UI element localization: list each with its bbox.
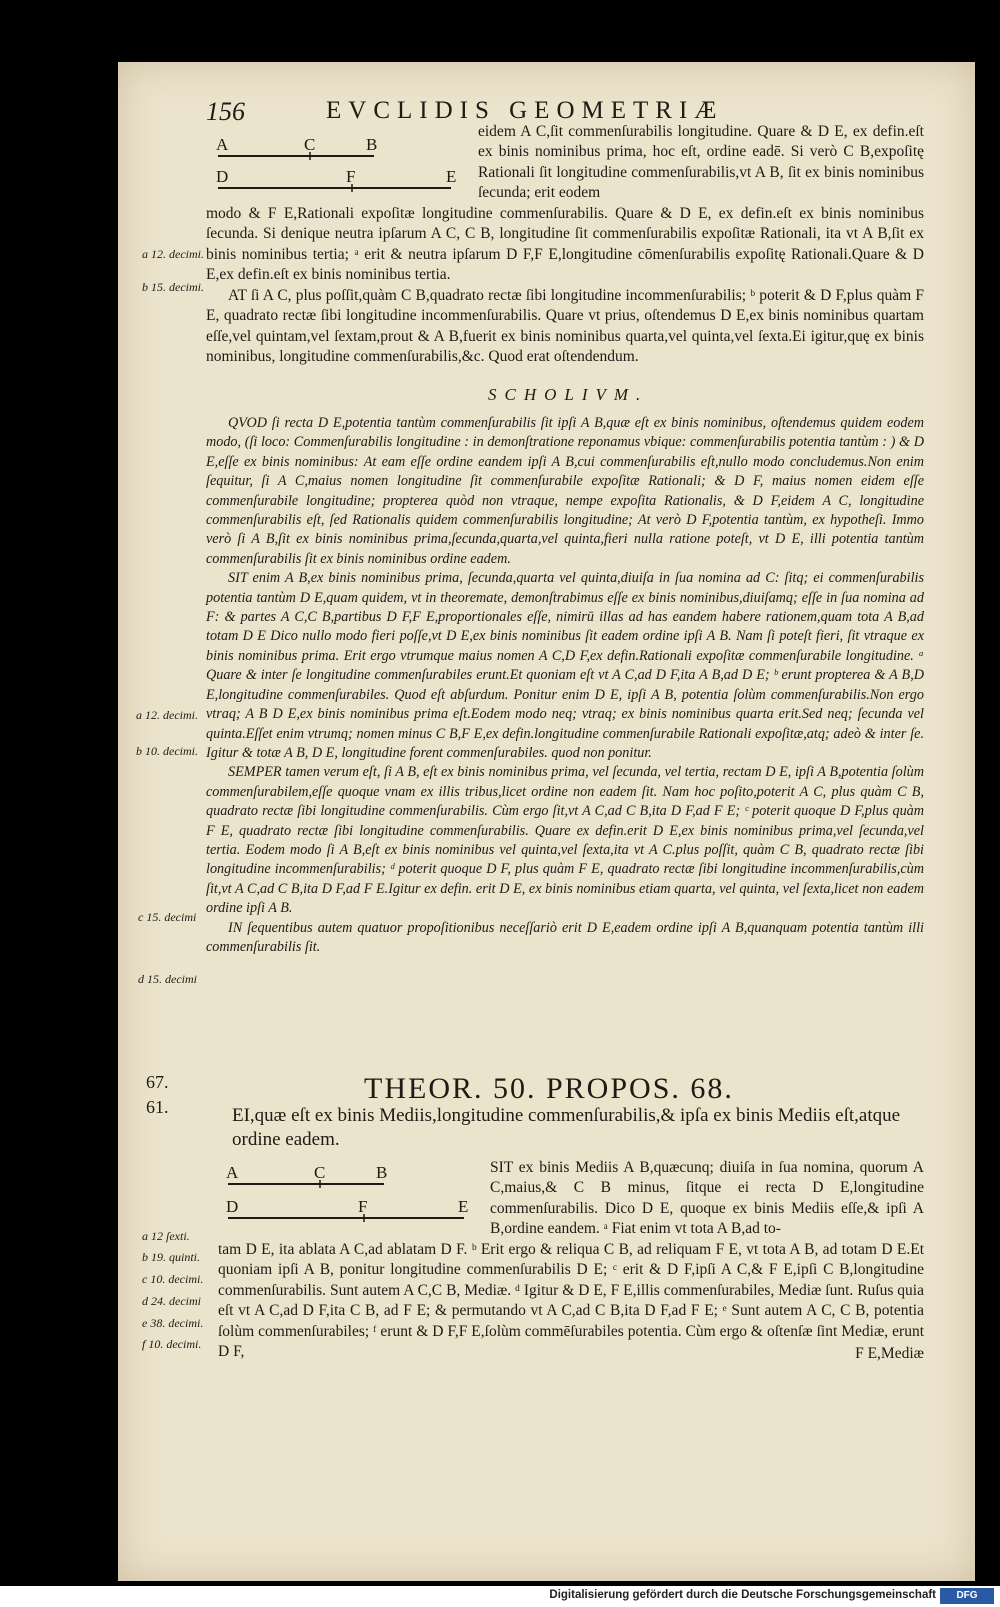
margin-note-5: c 15. decimi (138, 910, 197, 924)
margin-note-1: a 12. decimi. (142, 247, 204, 261)
fig2-label-a: A (226, 1163, 239, 1182)
catchword: F E,Mediæ (855, 1345, 924, 1362)
paragraph-beside-figure-1: eidem A C,ſit commenſurabilis longitudine. Quare & D E, ex defin.eſt ex binis nominibus prima, hoc eſt, ordine eadē. Si verò C B,expoſitę Rationali ſit longitudine commenſurabilis,vt A B, ſit ex binis nominibus ſecunda; erit eodem (478, 123, 924, 202)
scholium-paragraph-2: SIT enim A B,ex binis nominibus prima, ſecunda,quarta vel quinta,diuiſa in ſua nomina ad C: ſitq; ei commenſurabilis potentia tantùm D E,quam quidem, vt in theoremate, demonſtrabimus eſſe ex binis nominibus,diuiſamq; eſſe in ſua nomina ad F: & partes A C,C B,partibus D F,F E,proportionales eſſe, nimirū illas ad has eandem habere rationem,quam tota A B,ad totam D E Dico nullo modo fieri poſſe,vt D E,ex binis nominibus ſit eadem ordine ipſi A B. Nam ſi poteſt fieri, ſit vtraque ex binis nominibus prima. Erit ergo vtrumque maius nomen A C,D F,ex defin.Rationali expoſitæ commenſurabile longitudine. ᵃ Quare & inter ſe longitudine commenſurabiles erunt.Et quoniam eſt vt A C,ad D F,ita A B,ad D E; ᵇ erunt propterea & A B,D E,longitudine commenſurabiles. Quod eſt abſurdum. Ponitur enim D E, ipſi A B, potentia ſolùm commenſurabilis.Non ergo vtraq; A B D E,ex binis nominibus prima eſt.Eodem modo neq; vtraq; ex binis nominibus quarta erit.Sed neq; ſecunda vel quinta.Eſſet enim vtrumq; nomen minus C B,F E,ex defin.longitudine commenſurabile Rationali expoſitæ,atq; adeò & inter ſe. Igitur & totæ A B, D E, longitudine forent commenſurabiles. quod non ponitur. (206, 570, 924, 761)
fig1-label-b: B (366, 135, 378, 154)
theorem-heading: THEOR. 50. PROPOS. 68. (364, 1072, 734, 1105)
fig1-label-c: C (304, 135, 316, 154)
margin-note-7: a 12 ſexti. (142, 1229, 190, 1243)
running-title: EVCLIDIS GEOMETRIÆ (326, 97, 724, 124)
scholium-text (206, 414, 924, 957)
demonstration-beside-figure-2: SIT ex binis Mediis A B,quæcunq; diuiſa in ſua nomina, quorum A C,maius,& C B minus, ſitque ei recta D E,longitudine commenſurabilis. Dico D E, quoque ex binis Mediis eſſe,& ipſi A B,ordine eandem. ᵃ Fiat enim vt tota A B,ad to- (490, 1159, 924, 1238)
margin-proposition-number-b: 61. (146, 1097, 169, 1117)
page-number: 156 (206, 97, 245, 126)
fig2-label-c: C (314, 1163, 326, 1182)
margin-note-9: c 10. decimi. (142, 1272, 204, 1286)
scholium-paragraph-4: IN ſequentibus autem quatuor propoſitionibus neceſſariò erit D E,eadem ordine ipſi A B,quanquam potentia tantùm illi commenſurabilis ſit. (206, 919, 924, 955)
margin-note-8: b 19. quinti. (142, 1250, 201, 1264)
fig2-label-b: B (376, 1163, 388, 1182)
fig1-label-a: A (216, 135, 229, 154)
margin-proposition-number-a: 67. (146, 1072, 169, 1092)
margin-note-4: b 10. decimi. (136, 744, 198, 758)
funding-credit: Digitalisierung gefördert durch die Deutsche Forschungsgemeinschaft (549, 1589, 936, 1601)
margin-note-11: e 38. decimi. (142, 1316, 204, 1330)
theorem-enunciation: EI,quæ eſt ex binis Mediis,longitudine commenſurabilis,& ipſa ex binis Mediis eſt,atque ordine eadem. (232, 1105, 901, 1150)
dfg-logo: DFG (940, 1588, 994, 1604)
paragraph-proof-continued: modo & F E,Rationali expoſitæ longitudine commenſurabilis. Quare & D E, ex defin.eſt ex binis nominibus ſecunda. Si denique neutra ipſarum A C, C B, longitudine ſit commenſurabilis expoſitæ Rationali, ita vt A B,ſit ex binis nominibus tertia; ᵃ erit & neutra ipſarum D F,F E,longitudine cōmenſurabilis expoſitę Rationali.Quare & D E,ex defin.eſt ex binis nominibus tertia. (206, 205, 924, 284)
fig1-label-d: D (216, 167, 229, 186)
paragraph-second-case: AT ſi A C, plus poſſit,quàm C B,quadrato rectæ ſibi longitudine incommenſurabilis; ᵇ poterit & D F,plus quàm F E, quadrato rectæ ſibi longitudine incommenſurabilis. Quare vt prius, oſtendemus D E,ex binis nominibus quartam eſſe,vel quintam,vel ſextam,prout & A B,fuerit ex binis nominibus quarta,vel quinta,vel ſexta.Ei igitur,quę ex binis nominibus, longitudine commenſurabilis,&c. Quod erat oſtendendum. (206, 287, 924, 366)
fig2-label-f: F (358, 1197, 368, 1216)
scholium-paragraph-1: QVOD ſi recta D E,potentia tantùm commenſurabilis ſit ipſi A B,quæ eſt ex binis nominibus, oſtendemus quidem eodem modo, (ſi loco: Commenſurabilis longitudine : in demonſtratione reponamus vbique: commenſurabilis potentia tantùm : ) & D E,eſſe ex binis nominibus: At eam eſſe ordine eandem ipſi A B,cui commenſurabilis eſt,nullo modo concludemus.Non enim ſequitur, ſi A C,maius nomen longitudine ſit commenſurabile expoſitæ Rationali; & D F, maius nomen eidem eſſe commenſurabile longitudine; propterea quòd non vtraque, nempe expoſita Rationalis, & D F,eidem A C, longitudine commenſurabilis eſt, ſed Rationalis quidem commenſurabilis longitudine; At verò D F,potentia tantùm, ex hypotheſi. Immo verò ſi A B,ſit ex binis nominibus prima,ſecunda,quarta,vel quinta,fieri nulla ratione poteſt, vt D E, illi potentia tantùm commenſurabilis ſit ex binis nominibus ordine eadem. (206, 415, 924, 567)
margin-note-3: a 12. decimi. (136, 708, 198, 722)
line-figure-2 (226, 1160, 476, 1230)
scholium-paragraph-3: SEMPER tamen verum eſt, ſi A B, eſt ex binis nominibus prima, vel ſecunda, vel tertia, rectam D E, ipſi A B,potentia ſolùm commenſurabilem,eſſe quoque vnam ex illis tribus,licet ordine non eadem ſit. Nam hoc poſito,poterit A C, plus quàm C B, quadrato rectæ ſibi longitudine commenſurabilis. Cùm ergo ſit,vt A C,ad C B,ita D F,ad F E; ᶜ poterit quoque D F,plus quàm F E, quadrato rectæ ſibi longitudine commenſurabilis. Quare ex defin.erit D E,ex binis nominibus prima,vel ſecunda,vel tertia. Eodem modo ſi A B,eſt ex binis nominibus vel quinta,vel ſexta,ita vt A C.plus poſſit, quàm C B, quadrato rectæ ſibi longitudine incommenſurabilis; ᵈ poterit quoque D F, plus quàm F E, quadrato rectæ ſibi longitudine incommenſurabilis,cùm ſit,vt A C,ad C B,ita D F,ad F E.Igitur ex defin. erit D E, ex binis nominibus etiam quarta, vel quinta, vel ſexta,licet non eadem ordine ipſi A B. (206, 764, 924, 917)
margin-note-12: f 10. decimi. (142, 1337, 202, 1351)
margin-note-2: b 15. decimi. (142, 280, 204, 294)
footer-bar (0, 1586, 1000, 1607)
scholium-heading: SCHOLIVM. (488, 385, 649, 404)
demonstration-continued: tam D E, ita ablata A C,ad ablatam D F. ᵇ Erit ergo & reliqua C B, ad reliquam F E, vt tota A B, ad totam D E.Et quoniam ipſi A B, ponitur longitudine commenſurabilis D E; ᶜ erit & D F,ipſi A C,& F E,ipſi C B,longitudine commenſurabilis. Sunt autem A C,C B, Mediæ. ᵈ Igitur & D E, F E,illis commenſurabiles, Mediæ ſunt. Ruſus quia eſt vt A C,ad D F,ita C B, ad F E; & permutando vt A C,ad C B,ita D F,ad F E; ᵉ Sunt autem A C, C B, potentia ſolùm commenſurabiles; ᶠ erunt & D F,F E,ſolùm commēſurabiles potentia. Cùm ergo & oſtenſæ ſint Mediæ, erunt D F, (218, 1241, 924, 1361)
margin-note-10: d 24. decimi (142, 1294, 201, 1308)
line-figure-1 (216, 132, 466, 202)
fig2-label-e: E (458, 1197, 469, 1216)
margin-note-6: d 15. decimi (138, 972, 197, 986)
fig1-label-f: F (346, 167, 356, 186)
fig1-label-e: E (446, 167, 457, 186)
book-page (118, 62, 975, 1581)
fig2-label-d: D (226, 1197, 239, 1216)
